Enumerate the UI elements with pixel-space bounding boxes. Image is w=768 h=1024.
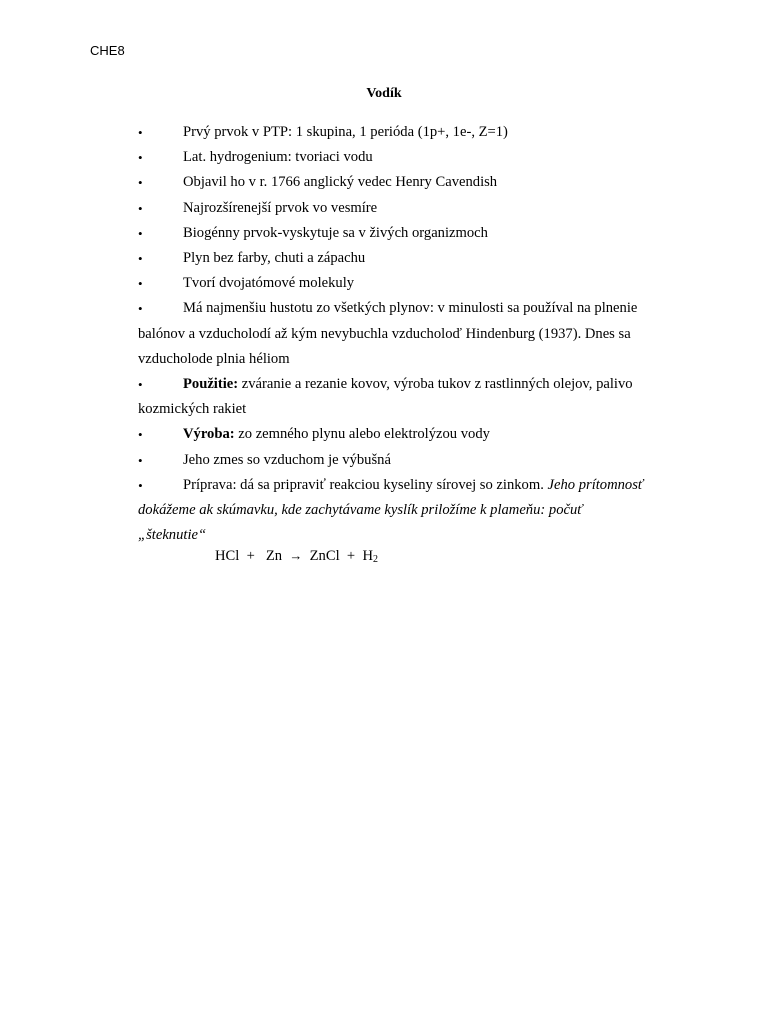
list-item	[138, 271, 678, 296]
document-header-code: CHE8	[90, 43, 125, 58]
item-text: Príprava: dá sa pripraviť reakciou kyseliny sírovej so zinkom.	[183, 476, 548, 493]
item-label: Výroba:	[183, 426, 235, 443]
bullet-icon: •	[138, 200, 143, 216]
plus-sign: +	[246, 548, 255, 564]
list-item-preparation	[138, 473, 678, 549]
item-text: Biogénny prvok-vyskytuje sa v živých organizmoch	[183, 224, 488, 241]
list-item-production	[138, 422, 678, 447]
product-h2	[362, 548, 378, 564]
item-line: „šteknutie“	[138, 527, 207, 544]
item-text: Tvorí dvojatómové molekuly	[183, 275, 355, 292]
list-item-density	[138, 296, 678, 372]
list-item-usage	[138, 372, 678, 422]
reactant-zn: Zn	[265, 548, 283, 564]
list-item	[138, 170, 678, 195]
product-h2-base: H	[362, 548, 373, 564]
list-item	[138, 120, 678, 145]
item-line	[138, 372, 678, 397]
item-text: Objavil ho v r. 1766 anglický vedec Henry Cavendish	[183, 174, 498, 191]
bullet-icon: •	[138, 427, 143, 443]
item-text: Jeho zmes so vzduchom je výbušná	[183, 451, 391, 468]
bullet-icon: •	[138, 477, 143, 493]
item-italic-text: Jeho prítomnosť	[547, 476, 644, 493]
item-text: Má najmenšiu hustotu zo všetkých plynov: v minulosti sa používal na plnenie	[183, 300, 638, 317]
chemical-equation	[215, 548, 378, 565]
bullet-icon: •	[138, 125, 143, 140]
bullet-icon: •	[138, 150, 143, 166]
product-zncl: ZnCl	[309, 548, 340, 564]
list-item	[138, 221, 678, 246]
plus-sign: +	[346, 548, 356, 564]
item-line: dokážeme ak skúmavku, kde zachytávame kyslík priložíme k plameňu: počuť	[138, 502, 583, 519]
item-line: balónov a vzducholodí až kým nevybuchla vzducholoď Hindenburg (1937). Dnes sa	[138, 325, 631, 342]
list-item	[138, 246, 678, 271]
item-text: zváranie a rezanie kovov, výroba tukov z rastlinných olejov, palivo	[238, 376, 633, 393]
bullet-icon: •	[138, 377, 143, 393]
reaction-arrow-icon: →	[289, 548, 303, 563]
bullet-icon: •	[138, 301, 143, 317]
list-item	[138, 196, 678, 221]
item-text: Prvý prvok v PTP: 1 skupina, 1 perióda (1p+, 1e-, Z=1)	[183, 124, 508, 140]
item-label: Použitie:	[183, 376, 239, 393]
item-line: kozmických rakiet	[138, 401, 247, 418]
item-line	[138, 473, 678, 498]
bullet-icon: •	[138, 452, 143, 468]
item-text: Plyn bez farby, chuti a zápachu	[183, 250, 366, 267]
item-line	[138, 296, 678, 321]
item-line: vzducholode plnia héliom	[138, 350, 290, 367]
bullet-icon: •	[138, 276, 143, 292]
item-text: zo zemného plynu alebo elektrolýzou vody	[234, 426, 490, 443]
item-text: Lat. hydrogenium: tvoriaci vodu	[183, 149, 373, 166]
bullet-icon: •	[138, 225, 143, 241]
bullet-icon: •	[138, 175, 143, 191]
list-item	[138, 448, 678, 473]
list-item	[138, 145, 678, 170]
document-title	[0, 86, 768, 102]
title-text: Vodík	[366, 86, 402, 101]
bullet-icon: •	[138, 251, 143, 267]
reactant-hcl: HCl	[215, 548, 240, 564]
item-text: Najrozšírenejší prvok vo vesmíre	[183, 199, 378, 216]
product-h2-subscript: 2	[373, 554, 378, 565]
bullet-list	[138, 120, 678, 548]
